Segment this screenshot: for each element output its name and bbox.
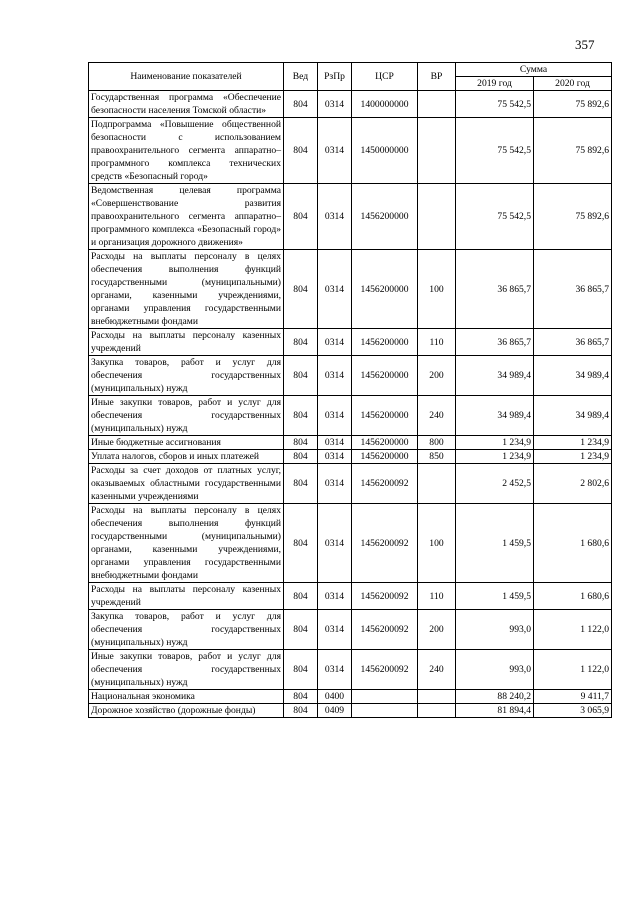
cell-csr: 1456200092 <box>352 610 418 650</box>
cell-rzpr: 0314 <box>318 650 352 690</box>
cell-sum-2019: 2 452,5 <box>456 464 534 504</box>
cell-name: Иные закупки товаров, работ и услуг для обеспечения государственных (муниципальных) нужд <box>89 650 284 690</box>
table-row <box>89 250 612 329</box>
cell-ved: 804 <box>284 464 318 504</box>
cell-ved: 804 <box>284 650 318 690</box>
cell-ved: 804 <box>284 250 318 329</box>
table-body <box>89 91 612 718</box>
cell-vr: 200 <box>418 356 456 396</box>
header-rzpr: РзПр <box>318 63 352 91</box>
cell-sum-2019: 88 240,2 <box>456 690 534 704</box>
cell-sum-2020: 75 892,6 <box>534 118 612 184</box>
cell-ved: 804 <box>284 436 318 450</box>
cell-sum-2019: 1 234,9 <box>456 450 534 464</box>
cell-rzpr: 0400 <box>318 690 352 704</box>
cell-name: Ведомственная целевая программа «Совершенствование развития правоохранительного сегмента аппаратно–программного комплекса «Безопасный город» и организация дорожного движения» <box>89 184 284 250</box>
cell-ved: 804 <box>284 690 318 704</box>
header-sum: Сумма <box>456 63 612 77</box>
cell-vr: 850 <box>418 450 456 464</box>
cell-rzpr: 0314 <box>318 356 352 396</box>
cell-sum-2019: 993,0 <box>456 650 534 690</box>
cell-sum-2020: 1 122,0 <box>534 650 612 690</box>
table-row <box>89 329 612 356</box>
cell-ved: 804 <box>284 504 318 583</box>
cell-rzpr: 0314 <box>318 396 352 436</box>
cell-vr: 800 <box>418 436 456 450</box>
cell-rzpr: 0314 <box>318 250 352 329</box>
header-row <box>89 63 612 77</box>
cell-vr <box>418 690 456 704</box>
table-row <box>89 504 612 583</box>
cell-sum-2019: 75 542,5 <box>456 91 534 118</box>
cell-sum-2019: 1 234,9 <box>456 436 534 450</box>
cell-sum-2019: 34 989,4 <box>456 396 534 436</box>
cell-name: Иные бюджетные ассигнования <box>89 436 284 450</box>
cell-csr: 1456200000 <box>352 329 418 356</box>
cell-sum-2019: 1 459,5 <box>456 583 534 610</box>
cell-sum-2020: 36 865,7 <box>534 250 612 329</box>
cell-sum-2019: 1 459,5 <box>456 504 534 583</box>
cell-sum-2020: 75 892,6 <box>534 184 612 250</box>
cell-vr <box>418 704 456 718</box>
cell-name: Закупка товаров, работ и услуг для обеспечения государственных (муниципальных) нужд <box>89 610 284 650</box>
cell-name: Расходы на выплаты персоналу в целях обеспечения выполнения функций государственными (муниципальными) органами, казенными учреждениями, органами управления государственными внебюджетными фондами <box>89 250 284 329</box>
cell-csr: 1456200092 <box>352 464 418 504</box>
cell-sum-2020: 3 065,9 <box>534 704 612 718</box>
table-row <box>89 464 612 504</box>
cell-sum-2019: 75 542,5 <box>456 184 534 250</box>
cell-ved: 804 <box>284 704 318 718</box>
header-vr: ВР <box>418 63 456 91</box>
cell-rzpr: 0314 <box>318 583 352 610</box>
cell-csr <box>352 690 418 704</box>
cell-sum-2020: 2 802,6 <box>534 464 612 504</box>
cell-csr: 1400000000 <box>352 91 418 118</box>
cell-sum-2019: 36 865,7 <box>456 329 534 356</box>
cell-ved: 804 <box>284 118 318 184</box>
cell-sum-2019: 75 542,5 <box>456 118 534 184</box>
cell-csr <box>352 704 418 718</box>
cell-ved: 804 <box>284 91 318 118</box>
table-row <box>89 704 612 718</box>
cell-csr: 1456200000 <box>352 250 418 329</box>
cell-name: Расходы на выплаты персоналу казенных учреждений <box>89 583 284 610</box>
cell-vr: 100 <box>418 504 456 583</box>
table-row <box>89 184 612 250</box>
cell-rzpr: 0314 <box>318 504 352 583</box>
table-row <box>89 610 612 650</box>
table-row <box>89 690 612 704</box>
cell-sum-2020: 75 892,6 <box>534 91 612 118</box>
budget-table <box>88 62 612 718</box>
cell-rzpr: 0314 <box>318 464 352 504</box>
cell-csr: 1456200000 <box>352 450 418 464</box>
header-csr: ЦСР <box>352 63 418 91</box>
cell-sum-2019: 34 989,4 <box>456 356 534 396</box>
cell-sum-2020: 9 411,7 <box>534 690 612 704</box>
table-row <box>89 583 612 610</box>
cell-name: Государственная программа «Обеспечение безопасности населения Томской области» <box>89 91 284 118</box>
cell-name: Национальная экономика <box>89 690 284 704</box>
cell-sum-2019: 993,0 <box>456 610 534 650</box>
cell-vr <box>418 464 456 504</box>
cell-csr: 1456200000 <box>352 356 418 396</box>
cell-sum-2020: 34 989,4 <box>534 396 612 436</box>
cell-rzpr: 0314 <box>318 436 352 450</box>
cell-vr: 240 <box>418 650 456 690</box>
cell-ved: 804 <box>284 329 318 356</box>
header-2019: 2019 год <box>456 77 534 91</box>
cell-ved: 804 <box>284 356 318 396</box>
table-row <box>89 118 612 184</box>
cell-sum-2020: 1 234,9 <box>534 450 612 464</box>
cell-name: Расходы за счет доходов от платных услуг, оказываемых областными государственными казенными учреждениями <box>89 464 284 504</box>
cell-csr: 1456200092 <box>352 583 418 610</box>
cell-vr: 240 <box>418 396 456 436</box>
cell-name: Подпрограмма «Повышение общественной безопасности с использованием правоохранительного сегмента аппаратно–программного комплекса технических средств «Безопасный город» <box>89 118 284 184</box>
cell-rzpr: 0314 <box>318 118 352 184</box>
cell-rzpr: 0314 <box>318 610 352 650</box>
cell-ved: 804 <box>284 396 318 436</box>
table-row <box>89 650 612 690</box>
cell-name: Расходы на выплаты персоналу казенных учреждений <box>89 329 284 356</box>
table-row <box>89 436 612 450</box>
cell-sum-2020: 1 680,6 <box>534 583 612 610</box>
cell-rzpr: 0314 <box>318 450 352 464</box>
cell-rzpr: 0409 <box>318 704 352 718</box>
cell-sum-2019: 36 865,7 <box>456 250 534 329</box>
cell-sum-2020: 36 865,7 <box>534 329 612 356</box>
cell-sum-2020: 1 680,6 <box>534 504 612 583</box>
cell-csr: 1456200000 <box>352 184 418 250</box>
header-name: Наименование показателей <box>89 63 284 91</box>
cell-ved: 804 <box>284 610 318 650</box>
cell-csr: 1456200092 <box>352 504 418 583</box>
cell-sum-2019: 81 894,4 <box>456 704 534 718</box>
cell-rzpr: 0314 <box>318 329 352 356</box>
cell-rzpr: 0314 <box>318 184 352 250</box>
table-row <box>89 91 612 118</box>
cell-name: Дорожное хозяйство (дорожные фонды) <box>89 704 284 718</box>
cell-vr: 200 <box>418 610 456 650</box>
cell-vr: 110 <box>418 329 456 356</box>
page-number: 357 <box>575 37 595 52</box>
cell-csr: 1456200000 <box>352 396 418 436</box>
cell-sum-2020: 34 989,4 <box>534 356 612 396</box>
cell-name: Иные закупки товаров, работ и услуг для обеспечения государственных (муниципальных) нужд <box>89 396 284 436</box>
table-row <box>89 356 612 396</box>
cell-csr: 1450000000 <box>352 118 418 184</box>
table-row <box>89 396 612 436</box>
cell-ved: 804 <box>284 583 318 610</box>
cell-name: Уплата налогов, сборов и иных платежей <box>89 450 284 464</box>
header-2020: 2020 год <box>534 77 612 91</box>
cell-vr <box>418 184 456 250</box>
cell-ved: 804 <box>284 184 318 250</box>
cell-sum-2020: 1 234,9 <box>534 436 612 450</box>
cell-ved: 804 <box>284 450 318 464</box>
cell-rzpr: 0314 <box>318 91 352 118</box>
cell-vr <box>418 118 456 184</box>
cell-sum-2020: 1 122,0 <box>534 610 612 650</box>
cell-vr: 100 <box>418 250 456 329</box>
header-ved: Вед <box>284 63 318 91</box>
cell-name: Расходы на выплаты персоналу в целях обеспечения выполнения функций государственными (муниципальными) органами, казенными учреждениями, органами управления государственными внебюджетными фондами <box>89 504 284 583</box>
cell-csr: 1456200092 <box>352 650 418 690</box>
cell-vr: 110 <box>418 583 456 610</box>
cell-name: Закупка товаров, работ и услуг для обеспечения государственных (муниципальных) нужд <box>89 356 284 396</box>
table-row <box>89 450 612 464</box>
cell-csr: 1456200000 <box>352 436 418 450</box>
cell-vr <box>418 91 456 118</box>
